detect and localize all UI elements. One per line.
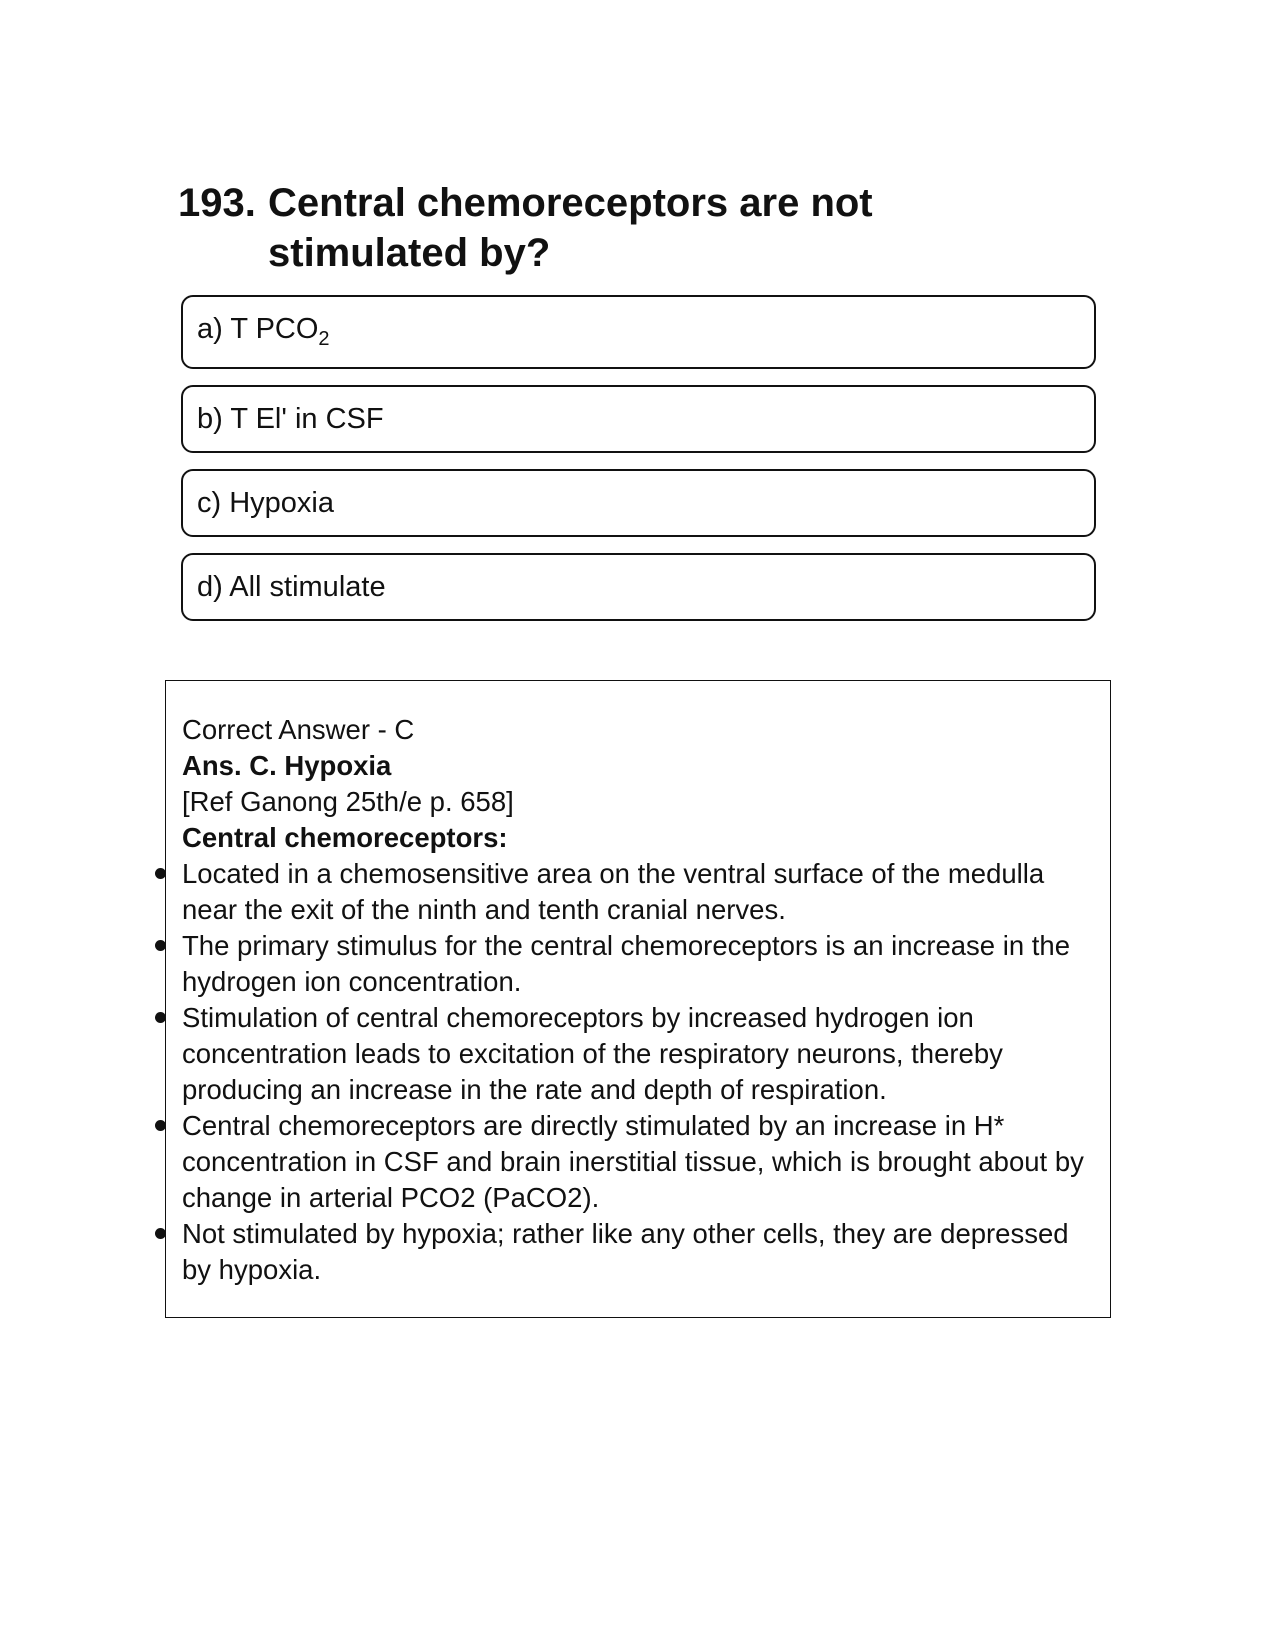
list-item-text: Central chemoreceptors are directly stimulated by an increase in H* concentration in CSF and brain inerstitial tissue, which is brought about by change in arterial PCO2 (PaCO2).: [182, 1110, 1084, 1213]
option-d[interactable]: [181, 553, 1096, 621]
answer-title: Ans. C. Hypoxia: [182, 750, 392, 781]
list-item: [182, 1000, 1096, 1108]
list-item-text: Located in a chemosensitive area on the ventral surface of the medulla near the exit of the ninth and tenth cranial nerves.: [182, 858, 1045, 925]
option-d-label: d) All stimulate: [197, 570, 386, 603]
question-heading: [178, 178, 1008, 278]
option-a-subscript: 2: [318, 328, 330, 350]
option-b[interactable]: [181, 385, 1096, 453]
list-item: [182, 1108, 1096, 1216]
correct-answer-line: Correct Answer - C: [182, 714, 415, 745]
section-heading: Central chemoreceptors:: [182, 822, 508, 853]
list-item-text: Not stimulated by hypoxia; rather like any other cells, they are depressed by hypoxia.: [182, 1218, 1069, 1285]
option-a-label: a) T PCO: [197, 313, 319, 345]
question-number: 193.: [178, 181, 256, 225]
explanation-list: [182, 856, 1096, 1288]
option-b-label: b) T El' in CSF: [197, 402, 384, 435]
bullet-icon: [155, 868, 166, 879]
list-item-text: Stimulation of central chemoreceptors by increased hydrogen ion concentration leads to excitation of the respiratory neurons, thereby producing an increase in the rate and depth of respiration.: [182, 1002, 1003, 1105]
reference-line: [Ref Ganong 25th/e p. 658]: [182, 786, 514, 817]
list-item-text: The primary stimulus for the central chemoreceptors is an increase in the hydrogen ion concentration.: [182, 930, 1071, 997]
answer-explanation-box: [165, 680, 1111, 1318]
bullet-icon: [155, 1228, 166, 1239]
option-c-label: c) Hypoxia: [197, 486, 334, 519]
bullet-icon: [155, 1012, 166, 1023]
option-a[interactable]: [181, 295, 1096, 369]
list-item: [182, 928, 1096, 1000]
list-item: [182, 1216, 1096, 1288]
option-c[interactable]: [181, 469, 1096, 537]
bullet-icon: [155, 1120, 166, 1131]
question-text: Central chemoreceptors are not stimulated by?: [268, 181, 873, 275]
list-item: [182, 856, 1096, 928]
bullet-icon: [155, 940, 166, 951]
